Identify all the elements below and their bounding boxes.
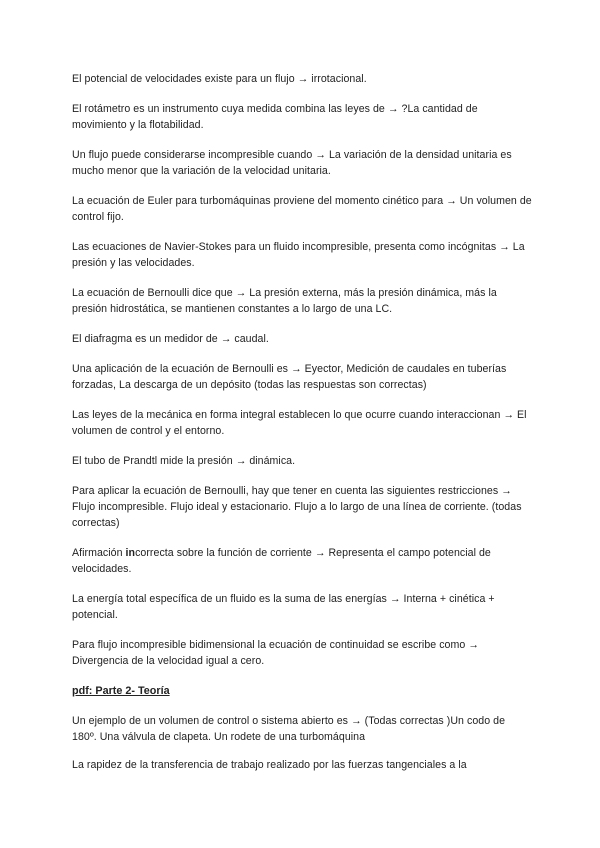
paragraph-work-transfer-rate: La rapidez de la transferencia de trabajo realizado por las fuerzas tangenciales a la	[72, 759, 467, 771]
paragraph-navier-stokes: Las ecuaciones de Navier-Stokes para un fluido incompresible, presenta como incógnitas → La presión y las velocidades.	[72, 241, 525, 269]
paragraph-stream-function	[72, 545, 532, 577]
paragraph-euler-turbomachines: La ecuación de Euler para turbomáquinas proviene del momento cinético para → Un volumen de control fijo.	[72, 195, 532, 223]
section-heading: pdf: Parte 2- Teoría	[72, 685, 170, 697]
paragraph-incompressible-flow: Un flujo puede considerarse incompresible cuando → La variación de la densidad unitaria es mucho menor que la variación de la velocidad unitaria.	[72, 149, 512, 177]
stream-function-emphasis: in	[125, 547, 136, 559]
paragraph-continuity-equation: Para flujo incompresible bidimensional la ecuación de continuidad se escribe como → Divergencia de la velocidad igual a cero.	[72, 639, 479, 667]
paragraph-bernoulli-application: Una aplicación de la ecuación de Bernoulli es → Eyector, Medición de caudales en tuberías forzadas, La descarga de un depósito (todas las respuestas son correctas)	[72, 363, 507, 391]
paragraph-rotameter: El rotámetro es un instrumento cuya medida combina las leyes de → ?La cantidad de movimiento y la flotabilidad.	[72, 103, 478, 131]
paragraph-prandtl-tube: El tubo de Prandtl mide la presión → dinámica.	[72, 455, 296, 467]
paragraph-velocity-potential: El potencial de velocidades existe para un flujo → irrotacional.	[72, 73, 367, 85]
paragraph-diaphragm: El diafragma es un medidor de → caudal.	[72, 333, 269, 345]
stream-function-suffix: correcta sobre la función de corriente → Representa el campo potencial de velocidades.	[72, 547, 491, 575]
paragraph-bernoulli-restrictions: Para aplicar la ecuación de Bernoulli, hay que tener en cuenta las siguientes restricciones → Flujo incompresible. Flujo ideal y estacionario. Flujo a lo largo de una línea de corriente. (todas correctas)	[72, 485, 522, 529]
paragraph-specific-energy: La energía total específica de un fluido es la suma de las energías → Interna + cinética + potencial.	[72, 593, 495, 621]
paragraph-mechanics-laws: Las leyes de la mecánica en forma integral establecen lo que ocurre cuando interaccionan → El volumen de control y el entorno.	[72, 409, 527, 437]
stream-function-prefix: Afirmación	[72, 547, 126, 559]
document-page	[72, 71, 532, 787]
paragraph-control-volume-example: Un ejemplo de un volumen de control o sistema abierto es → (Todas correctas )Un codo de 180º. Una válvula de clapeta. Un rodete de una turbomáquina	[72, 715, 506, 743]
paragraph-bernoulli: La ecuación de Bernoulli dice que → La presión externa, más la presión dinámica, más la presión hidrostática, se mantienen constantes a lo largo de una LC.	[72, 287, 497, 315]
